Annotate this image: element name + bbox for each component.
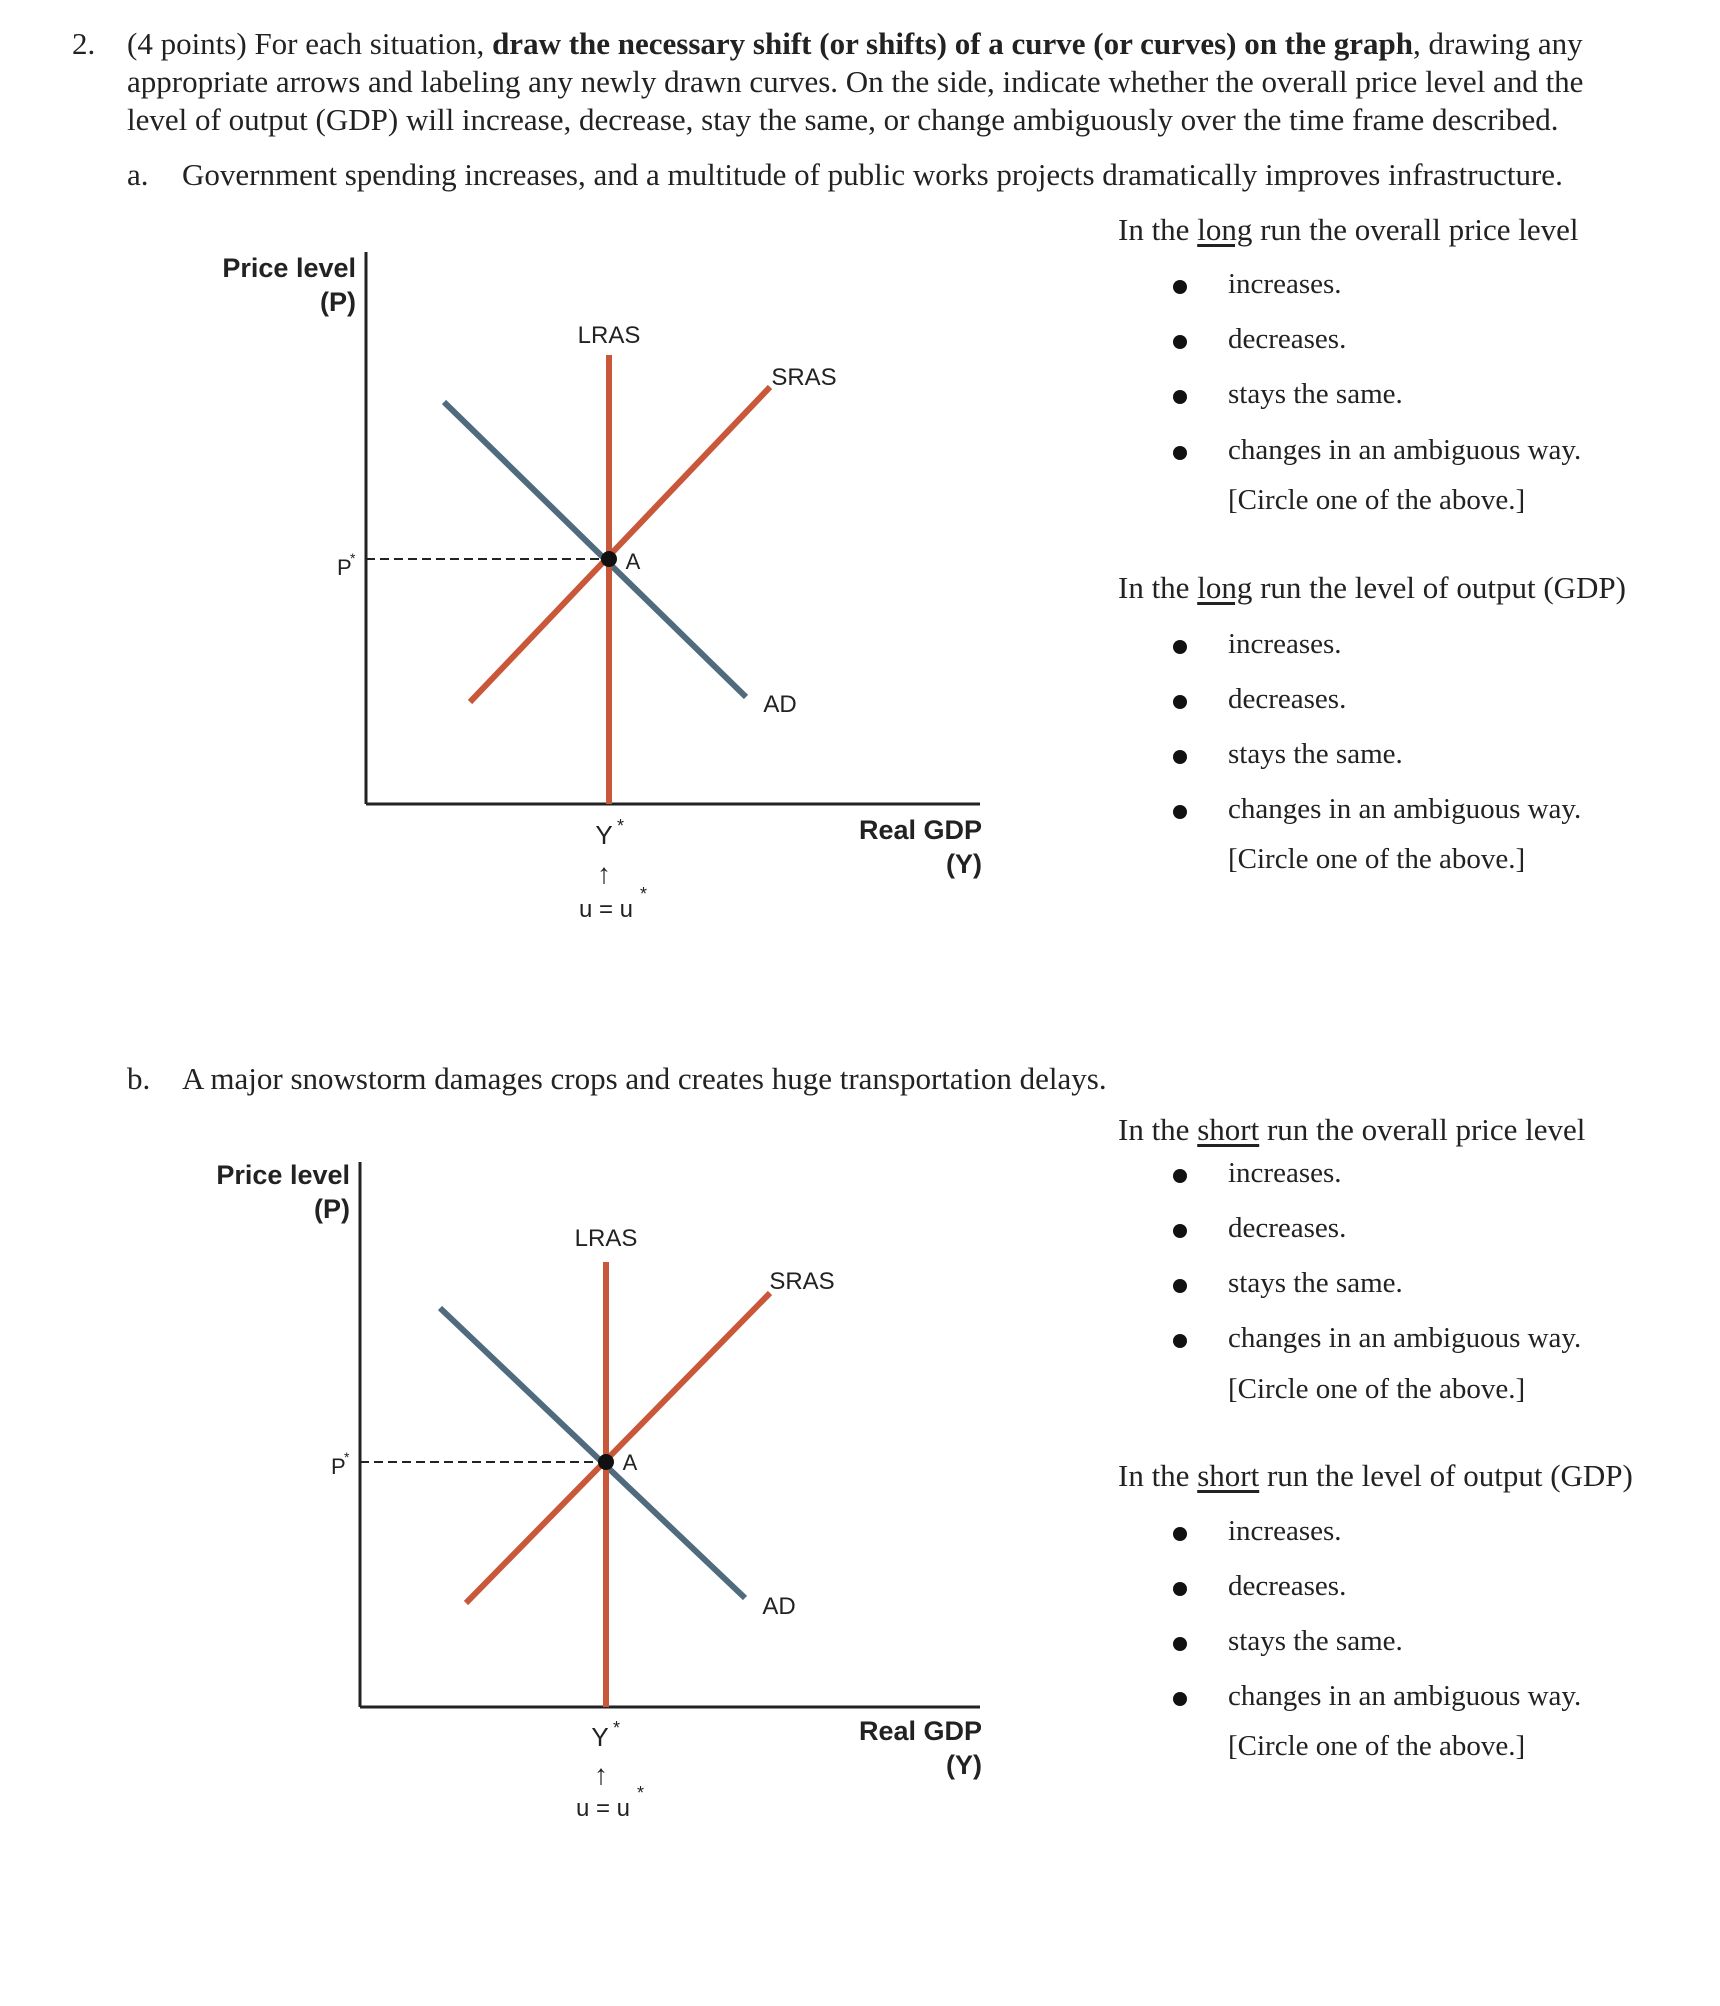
heading-suffix: run the level of output (GDP): [1266, 1458, 1633, 1493]
heading-run: long: [1197, 570, 1253, 605]
option-label: decreases.: [1228, 1212, 1347, 1244]
bullet-icon: [1173, 1527, 1187, 1541]
y-axis-label-2: (P): [320, 287, 356, 317]
heading-run: short: [1197, 1112, 1260, 1147]
option-label: decreases.: [1228, 1570, 1347, 1602]
part-b-q1-heading: [1118, 1112, 1585, 1148]
u-equals-label: u = u: [575, 1795, 631, 1822]
bullet-icon: [1173, 1169, 1187, 1183]
y-star-label: Y: [591, 1722, 609, 1752]
p-star-superscript: *: [344, 1449, 350, 1465]
heading-suffix: run the overall price level: [1260, 212, 1579, 247]
bullet-icon: [1173, 1334, 1187, 1348]
x-axis-label-2: (Y): [946, 849, 982, 879]
bullet-icon: [1173, 1224, 1187, 1238]
sras-label: SRAS: [771, 364, 837, 391]
sras-label: SRAS: [769, 1268, 835, 1295]
heading-suffix: run the level of output (GDP): [1260, 570, 1626, 605]
bullet-icon: [1173, 1637, 1187, 1651]
lras-label: LRAS: [577, 322, 641, 349]
question-intro-rest: , drawing any: [1413, 26, 1583, 61]
y-axis-label-2: (P): [314, 1194, 350, 1224]
option-label: stays the same.: [1228, 378, 1403, 410]
part-a-letter: a.: [127, 157, 149, 192]
heading-prefix: In the: [1118, 212, 1190, 247]
part-a-scenario: Government spending increases, and a multitude of public works projects dramatically improves infrastructure.: [182, 157, 1563, 192]
part-b-scenario: A major snowstorm damages crops and creates huge transportation delays.: [182, 1061, 1107, 1096]
option-label: stays the same.: [1228, 1267, 1403, 1299]
p-star-superscript: *: [350, 550, 356, 566]
y-axis-label-1: Price level: [222, 253, 356, 283]
option-label: changes in an ambiguous way.: [1228, 1680, 1582, 1712]
point-a-label: A: [625, 549, 641, 574]
arrow-up: ↑: [597, 858, 611, 889]
heading-run: long: [1197, 212, 1253, 247]
heading-prefix: In the: [1118, 1458, 1190, 1493]
heading-run: short: [1197, 1458, 1260, 1493]
y-axis-label-1: Price level: [216, 1160, 350, 1190]
heading-suffix: run the overall price level: [1266, 1112, 1586, 1147]
u-star-superscript: *: [640, 884, 648, 904]
ad-label: AD: [762, 1593, 796, 1620]
bullet-icon: [1173, 1279, 1187, 1293]
equilibrium-point: [598, 1454, 614, 1470]
option-label: increases.: [1228, 1515, 1342, 1547]
option-label: changes in an ambiguous way.: [1228, 434, 1582, 466]
sras-curve: [466, 1293, 770, 1603]
heading-prefix: In the: [1118, 1112, 1190, 1147]
x-axis-label-1: Real GDP: [858, 1716, 982, 1746]
bullet-icon: [1173, 1692, 1187, 1706]
ad-label: AD: [763, 691, 797, 718]
y-star-label: Y: [595, 820, 613, 850]
part-b-q2-heading: [1118, 1458, 1633, 1494]
y-star-superscript: *: [617, 816, 625, 836]
question-instruction-bold: draw the necessary shift (or shifts) of a curve (or curves) on the graph: [492, 26, 1414, 61]
p-star-label: P: [331, 1454, 346, 1479]
ad-curve: [440, 1308, 745, 1598]
question-number: 2.: [72, 26, 96, 61]
u-star-superscript: *: [637, 1783, 645, 1803]
instruction-text: [Circle one of the above.]: [1228, 843, 1526, 875]
lras-label: LRAS: [574, 1225, 638, 1252]
y-star-superscript: *: [613, 1718, 621, 1738]
instruction-text: [Circle one of the above.]: [1228, 1730, 1526, 1762]
option-label: increases.: [1228, 1157, 1342, 1189]
option-label: changes in an ambiguous way.: [1228, 793, 1582, 825]
heading-prefix: In the: [1118, 570, 1190, 605]
arrow-up: ↑: [594, 1759, 608, 1790]
p-star-label: P: [337, 555, 352, 580]
option-label: decreases.: [1228, 683, 1347, 715]
u-equals-label: u = u: [578, 896, 634, 923]
option-label: increases.: [1228, 268, 1342, 300]
bullet-icon: [1173, 1582, 1187, 1596]
option-label: decreases.: [1228, 323, 1347, 355]
option-label: stays the same.: [1228, 1625, 1403, 1657]
option-label: stays the same.: [1228, 738, 1403, 770]
x-axis-label-2: (Y): [946, 1750, 982, 1780]
x-axis-label-1: Real GDP: [858, 815, 982, 845]
question-line-2: appropriate arrows and labeling any newly drawn curves. On the side, indicate whether the overall price level and the: [127, 64, 1584, 99]
part-b-letter: b.: [127, 1061, 151, 1096]
question-points: (4 points): [127, 26, 247, 61]
question-intro: For each situation,: [254, 26, 485, 61]
point-a-label: A: [622, 1450, 638, 1475]
instruction-text: [Circle one of the above.]: [1228, 1373, 1526, 1405]
instruction-text: [Circle one of the above.]: [1228, 484, 1526, 516]
question-line-3: level of output (GDP) will increase, decrease, stay the same, or change ambiguously over the time frame described.: [127, 102, 1559, 137]
option-label: changes in an ambiguous way.: [1228, 1322, 1582, 1354]
option-label: increases.: [1228, 628, 1342, 660]
